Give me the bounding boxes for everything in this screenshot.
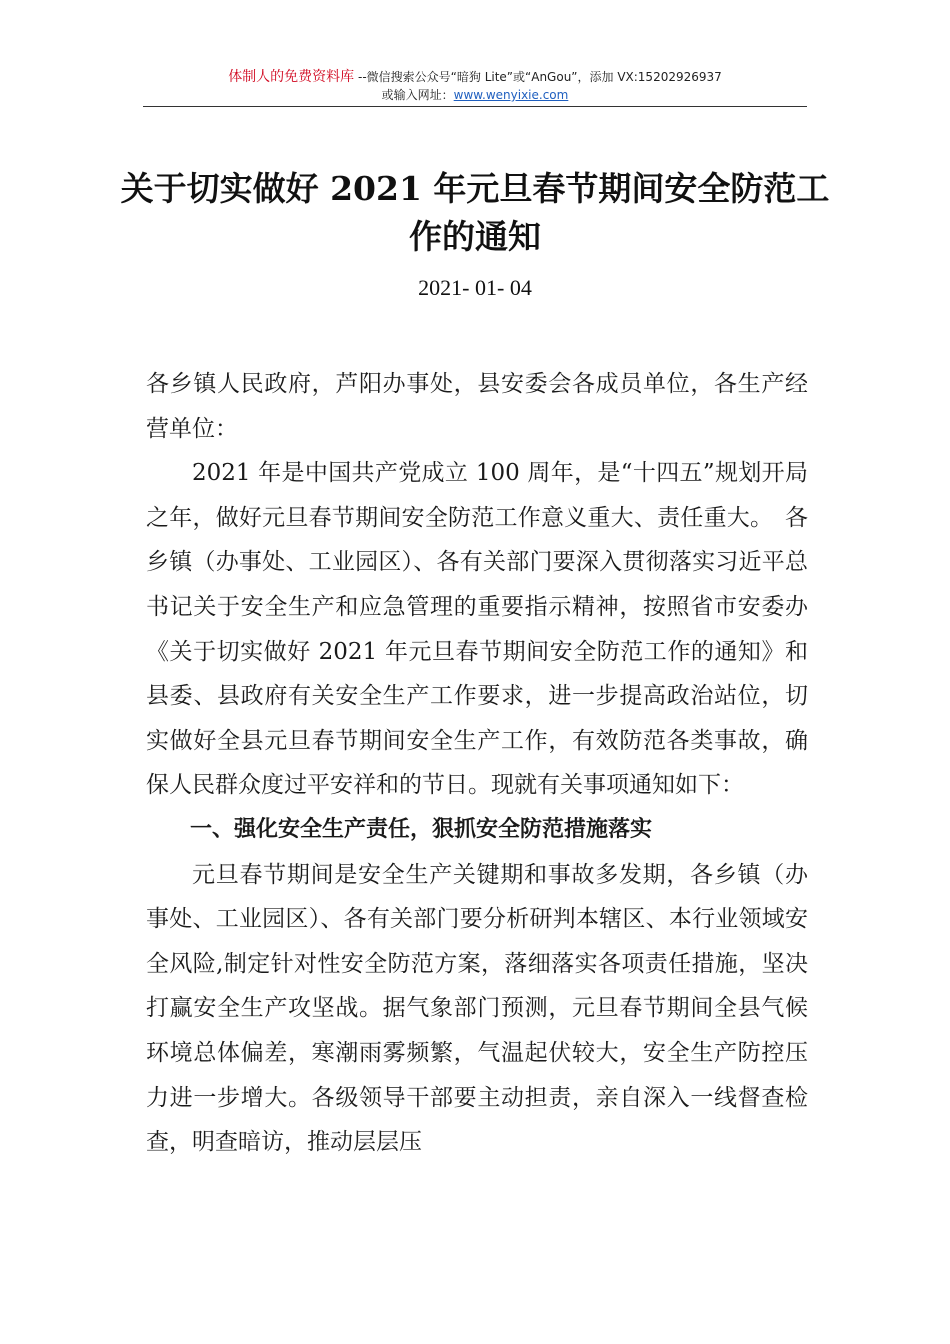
page-header xyxy=(143,68,807,104)
header-brand: 体制人的免费资料库 xyxy=(228,69,355,85)
document-date: 2021- 01- 04 xyxy=(418,275,532,300)
header-divider xyxy=(143,106,807,107)
section-1-heading: 一、强化安全生产责任，狠抓安全防范措施落实 xyxy=(190,816,653,842)
salutation: 各乡镇人民政府，芦阳办事处，县安委会各成员单位，各生产经营单位： xyxy=(146,371,808,442)
paragraph-2: 元旦春节期间是安全生产关键期和事故多发期，各乡镇（办事处、工业园区）、各有关部门要分析研判本辖区、本行业领域安全风险,制定针对性安全防范方案，落细落实各项责任措施，坚决打赢安全生产攻坚战。据气象部门预测，元旦春节期间全县气候环境总体偏差，寒潮雨雾频繁，气温起伏较大，安全生产防控压力进一步增大。各级领导干部要主动担责，亲自深入一线督查检查，明查暗访，推动层层压 xyxy=(146,861,808,1156)
header-info: --微信搜索公众号“暗狗 Lite”或“AnGou”，添加 VX:15202926937 xyxy=(354,70,722,84)
document-body xyxy=(146,362,808,1165)
header-line-1 xyxy=(143,68,807,86)
header-url-link[interactable]: www.wenyixie.com xyxy=(453,88,569,102)
header-url-prefix: 或输入网址： xyxy=(381,88,454,102)
header-line-2 xyxy=(143,86,807,104)
document-title: 关于切实做好 2021 年元旦春节期间安全防范工作的通知 xyxy=(120,169,830,256)
paragraph-1: 2021 年是中国共产党成立 100 周年，是“十四五”规划开局之年，做好元旦春节期间安全防范工作意义重大、责任重大。 各乡镇（办事处、工业园区）、各有关部门要深入贯彻落实习近平总书记关于安全生产和应急管理的重要指示精神，按照省市安委办《关于切实做好 2021 年元旦春节期间安全防范工作的通知》和县委、县政府有关安全生产工作要求，进一步提高政治站位，切实做好全县元旦春节期间安全生产工作，有效防范各类事故，确保人民群众度过平安祥和的节日。现就有关事项通知如下： xyxy=(146,460,808,799)
